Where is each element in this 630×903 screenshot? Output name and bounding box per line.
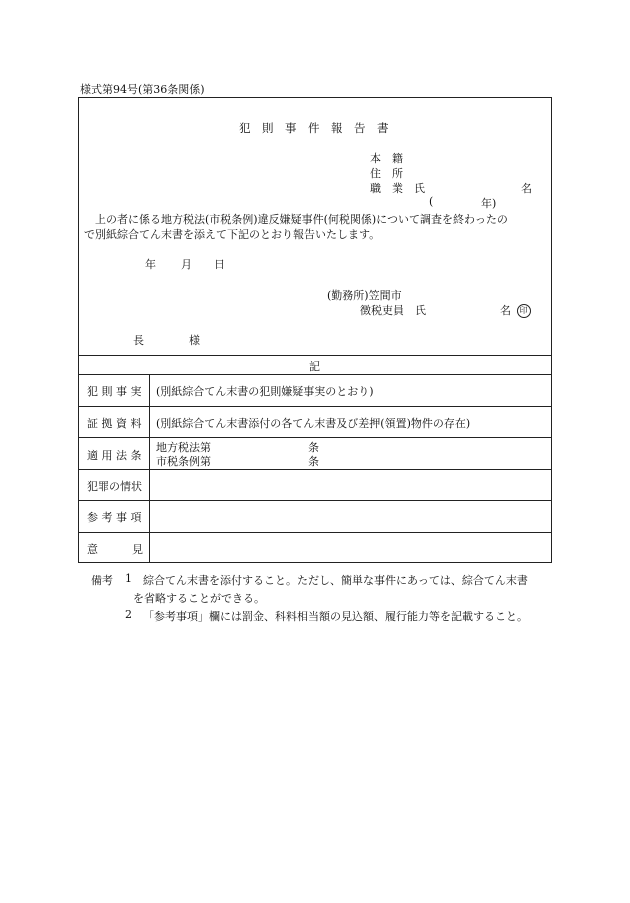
row-label-tekiyo-hojo: 適 用 法 条 — [87, 449, 142, 462]
table-row-divider — [79, 469, 551, 470]
addressee-cho: 長 — [133, 334, 144, 347]
note-2-text: 「参考事項」欄には罰金、科料相当額の見込額、履行能力等を記載すること。 — [143, 610, 528, 623]
official-mei — [500, 302, 531, 318]
chihozeiho-label: 地方税法第 — [156, 441, 211, 454]
shizei-jorei-jo: 条 — [308, 455, 319, 468]
table-row-divider — [79, 500, 551, 501]
row-label-iken-right: 見 — [132, 543, 143, 556]
row-label-shoko-shiryo: 証 拠 資 料 — [87, 417, 142, 430]
table-row-divider — [79, 532, 551, 533]
age-open: ( — [429, 195, 434, 208]
mei-label: 名 — [521, 182, 532, 195]
form-title: 犯 則 事 件 報 告 書 — [239, 121, 389, 135]
jusho-label: 住 所 — [370, 167, 403, 180]
official-title: 徴税吏員 氏 — [360, 304, 426, 317]
table-row-divider — [79, 437, 551, 438]
body-line-2: で別紙綜合てん末書を添えて下記のとおり報告いたします。 — [84, 228, 381, 241]
note-1-line-2: を省略することができる。 — [133, 592, 265, 605]
note-1-line-1: 綜合てん末書を添付すること。ただし、簡単な事件にあっては、綜合てん末書 — [143, 574, 528, 587]
divider — [79, 355, 551, 356]
form-number: 様式第94号(第36条関係) — [80, 83, 205, 96]
table-column-divider — [149, 374, 150, 562]
date-month: 月 — [181, 258, 192, 271]
date-day: 日 — [214, 258, 225, 271]
body-line-1: 上の者に係る地方税法(市税条例)違反嫌疑事件(何税関係)について調査を終わったの — [95, 213, 508, 226]
official-mei-label: 名 — [500, 304, 511, 317]
row-label-iken-left: 意 — [87, 543, 98, 556]
report-form-box — [78, 97, 552, 563]
seal-icon: 印 — [517, 304, 531, 318]
table-row-divider — [79, 406, 551, 407]
note-1-number: 1 — [125, 572, 132, 585]
office-label: (勤務所)笠間市 — [327, 289, 402, 302]
note-2-number: 2 — [125, 608, 132, 621]
chihozeiho-jo: 条 — [308, 441, 319, 454]
row-content-hansoku-jijitsu: (別紙綜合てん末書の犯則嫌疑事実のとおり) — [156, 385, 374, 398]
row-content-shoko-shiryo: (別紙綜合てん末書添付の各てん末書及び差押(領置)物件の存在) — [156, 417, 471, 430]
row-label-hansoku-jijitsu: 犯 則 事 実 — [87, 385, 142, 398]
row-label-hanzai-jojo: 犯罪の情状 — [87, 480, 142, 493]
date-year: 年 — [145, 258, 156, 271]
honseki-label: 本 籍 — [370, 152, 403, 165]
notes-heading: 備考 — [91, 574, 113, 587]
age-close: 年) — [481, 197, 497, 210]
shizei-jorei-label: 市税条例第 — [156, 455, 211, 468]
row-label-sanko-jiko: 参 考 事 項 — [87, 511, 142, 524]
addressee-sama: 様 — [189, 334, 200, 347]
ki-label: 記 — [309, 360, 320, 373]
shokugyo-shimei-label: 職 業 氏 — [370, 182, 425, 195]
